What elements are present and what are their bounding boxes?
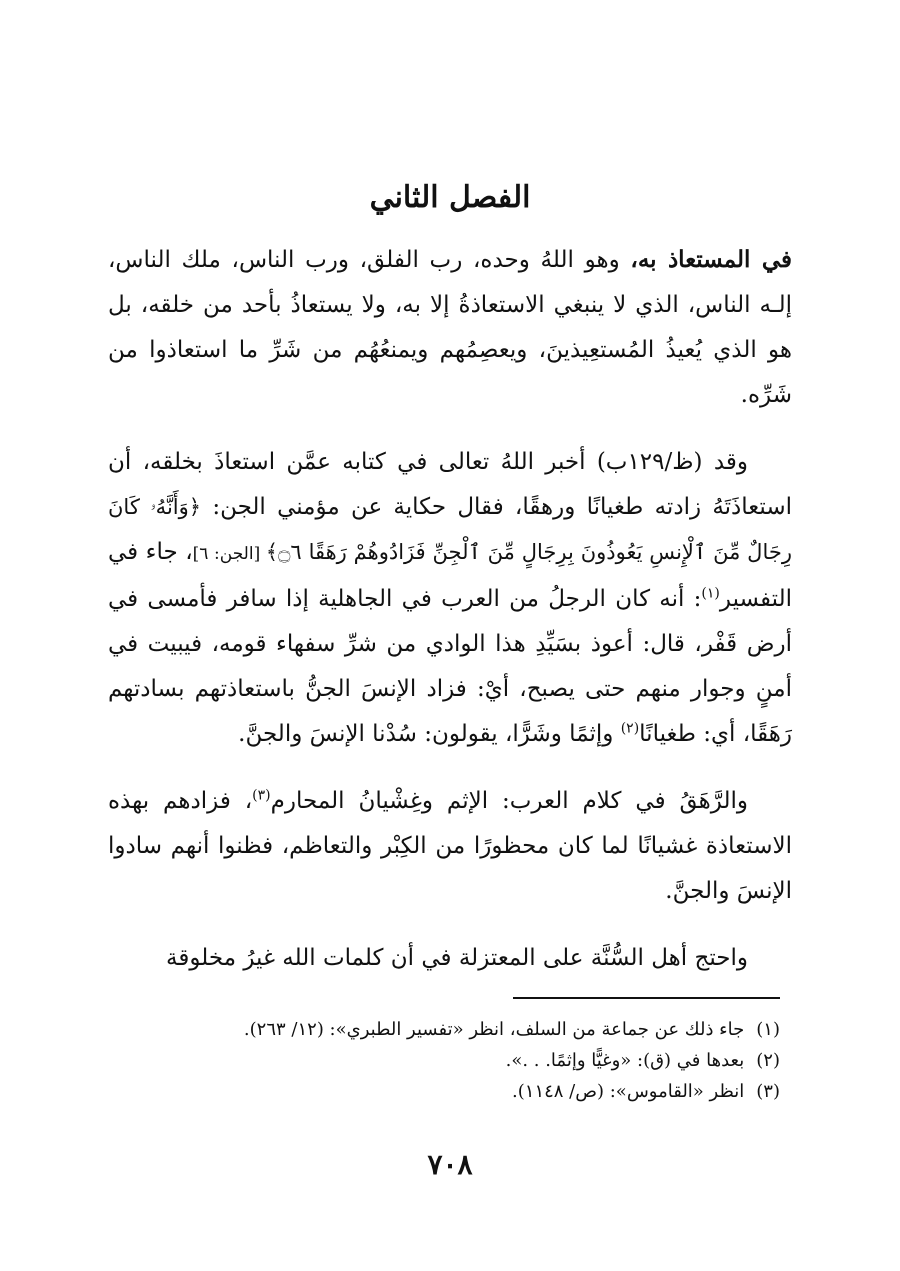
footnote-2 bbox=[108, 1045, 780, 1076]
quran-verse: ﴿وَأَنَّهُۥ كَانَ رِجَالٌ مِّنَ ٱلْإِنسِ يَعُوذُونَ بِرِجَالٍ مِّنَ ٱلْجِنِّ فَزَادُوهُمْ رَهَقًا ۝٦﴾ bbox=[108, 495, 792, 564]
footnote-divider bbox=[513, 997, 780, 999]
paragraph-text: وهو اللهُ وحده، رب الفلق، ورب الناس، ملك الناس، إلـه الناس، الذي لا ينبغي الاستعاذةُ إلا به، ولا يستعاذُ بأحد من خلقه، بل هو الذي يُعيذُ المُستعِيذينَ، ويعصِمُهم ويمنعُهُم من شَرِّ ما استعاذوا من شَرِّه. bbox=[108, 247, 792, 408]
paragraph-2 bbox=[108, 440, 792, 757]
paragraph-text: : أنه كان الرجلُ من العرب في الجاهلية إذا سافر فأمسى في أرض قَفْر، قال: أعوذ بسَيِّدِ هذا الوادي من شرِّ سفهاء قومه، فيبيت في أمنٍ وجوار منهم حتى يصبح، أيْ: فزاد الإنسَ الجنُّ باستعاذتهم بسادتهم رَهَقًا، أي: طغيانًا bbox=[108, 586, 792, 747]
footnote-number: (٢) bbox=[756, 1050, 780, 1071]
footnote-text: انظر «القاموس»: (ص/ ١١٤٨). bbox=[512, 1081, 745, 1102]
paragraph-text: واحتج أهل السُّنَّة على المعتزلة في أن كلمات الله غيرُ مخلوقة bbox=[166, 945, 748, 971]
paragraph-1 bbox=[108, 237, 792, 418]
footnotes bbox=[108, 1014, 780, 1107]
paragraph-text: وإثمًا وشَرًّا، يقولون: سُدْنا الإنسَ والجنَّ. bbox=[238, 721, 621, 747]
footnote-text: جاء ذلك عن جماعة من السلف، انظر «تفسير الطبري»: (١٢/ ٢٦٣). bbox=[243, 1019, 745, 1040]
footnote-3 bbox=[108, 1076, 780, 1107]
footnote-text: بعدها في (ق): «وغيًّا وإثمًا. . .». bbox=[505, 1050, 745, 1071]
chapter-title: الفصل الثاني bbox=[369, 180, 531, 215]
paragraph-text: وقد (ظ/١٢٩ب) أخبر اللهُ تعالى في كتابه عمَّن استعاذَ بخلقه، أن استعاذَتَهُ زادته طغيانًا ورهقًا، فقال حكاية عن مؤمني الجن: bbox=[108, 449, 792, 520]
paragraph-lead: في المستعاذ به، bbox=[630, 246, 792, 273]
body-text bbox=[108, 237, 792, 1003]
paragraph-text: ، فزادهم بهذه الاستعاذة غشيانًا لما كان محظورًا من الكِبْر والتعاظم، فظنوا أنهم سادوا الإنسَ والجنَّ. bbox=[108, 788, 792, 904]
verse-reference: [الجن: ٦] bbox=[192, 544, 266, 564]
footnote-number: (٣) bbox=[756, 1081, 780, 1102]
paragraph-text: ، جاء في التفسير bbox=[108, 539, 792, 612]
footnote-marker-2: (٢) bbox=[620, 720, 640, 737]
page-number: ٧٠٨ bbox=[427, 1148, 473, 1181]
footnote-marker-3: (٣) bbox=[252, 787, 271, 804]
paragraph-text: والرَّهَقُ في كلام العرب: الإثم وغِشْيانُ المحارم bbox=[270, 788, 748, 814]
footnote-marker-1: (١) bbox=[701, 585, 720, 602]
footnote-number: (١) bbox=[756, 1019, 780, 1040]
footnote-1 bbox=[108, 1014, 780, 1045]
paragraph-4 bbox=[108, 936, 792, 981]
paragraph-3 bbox=[108, 779, 792, 914]
